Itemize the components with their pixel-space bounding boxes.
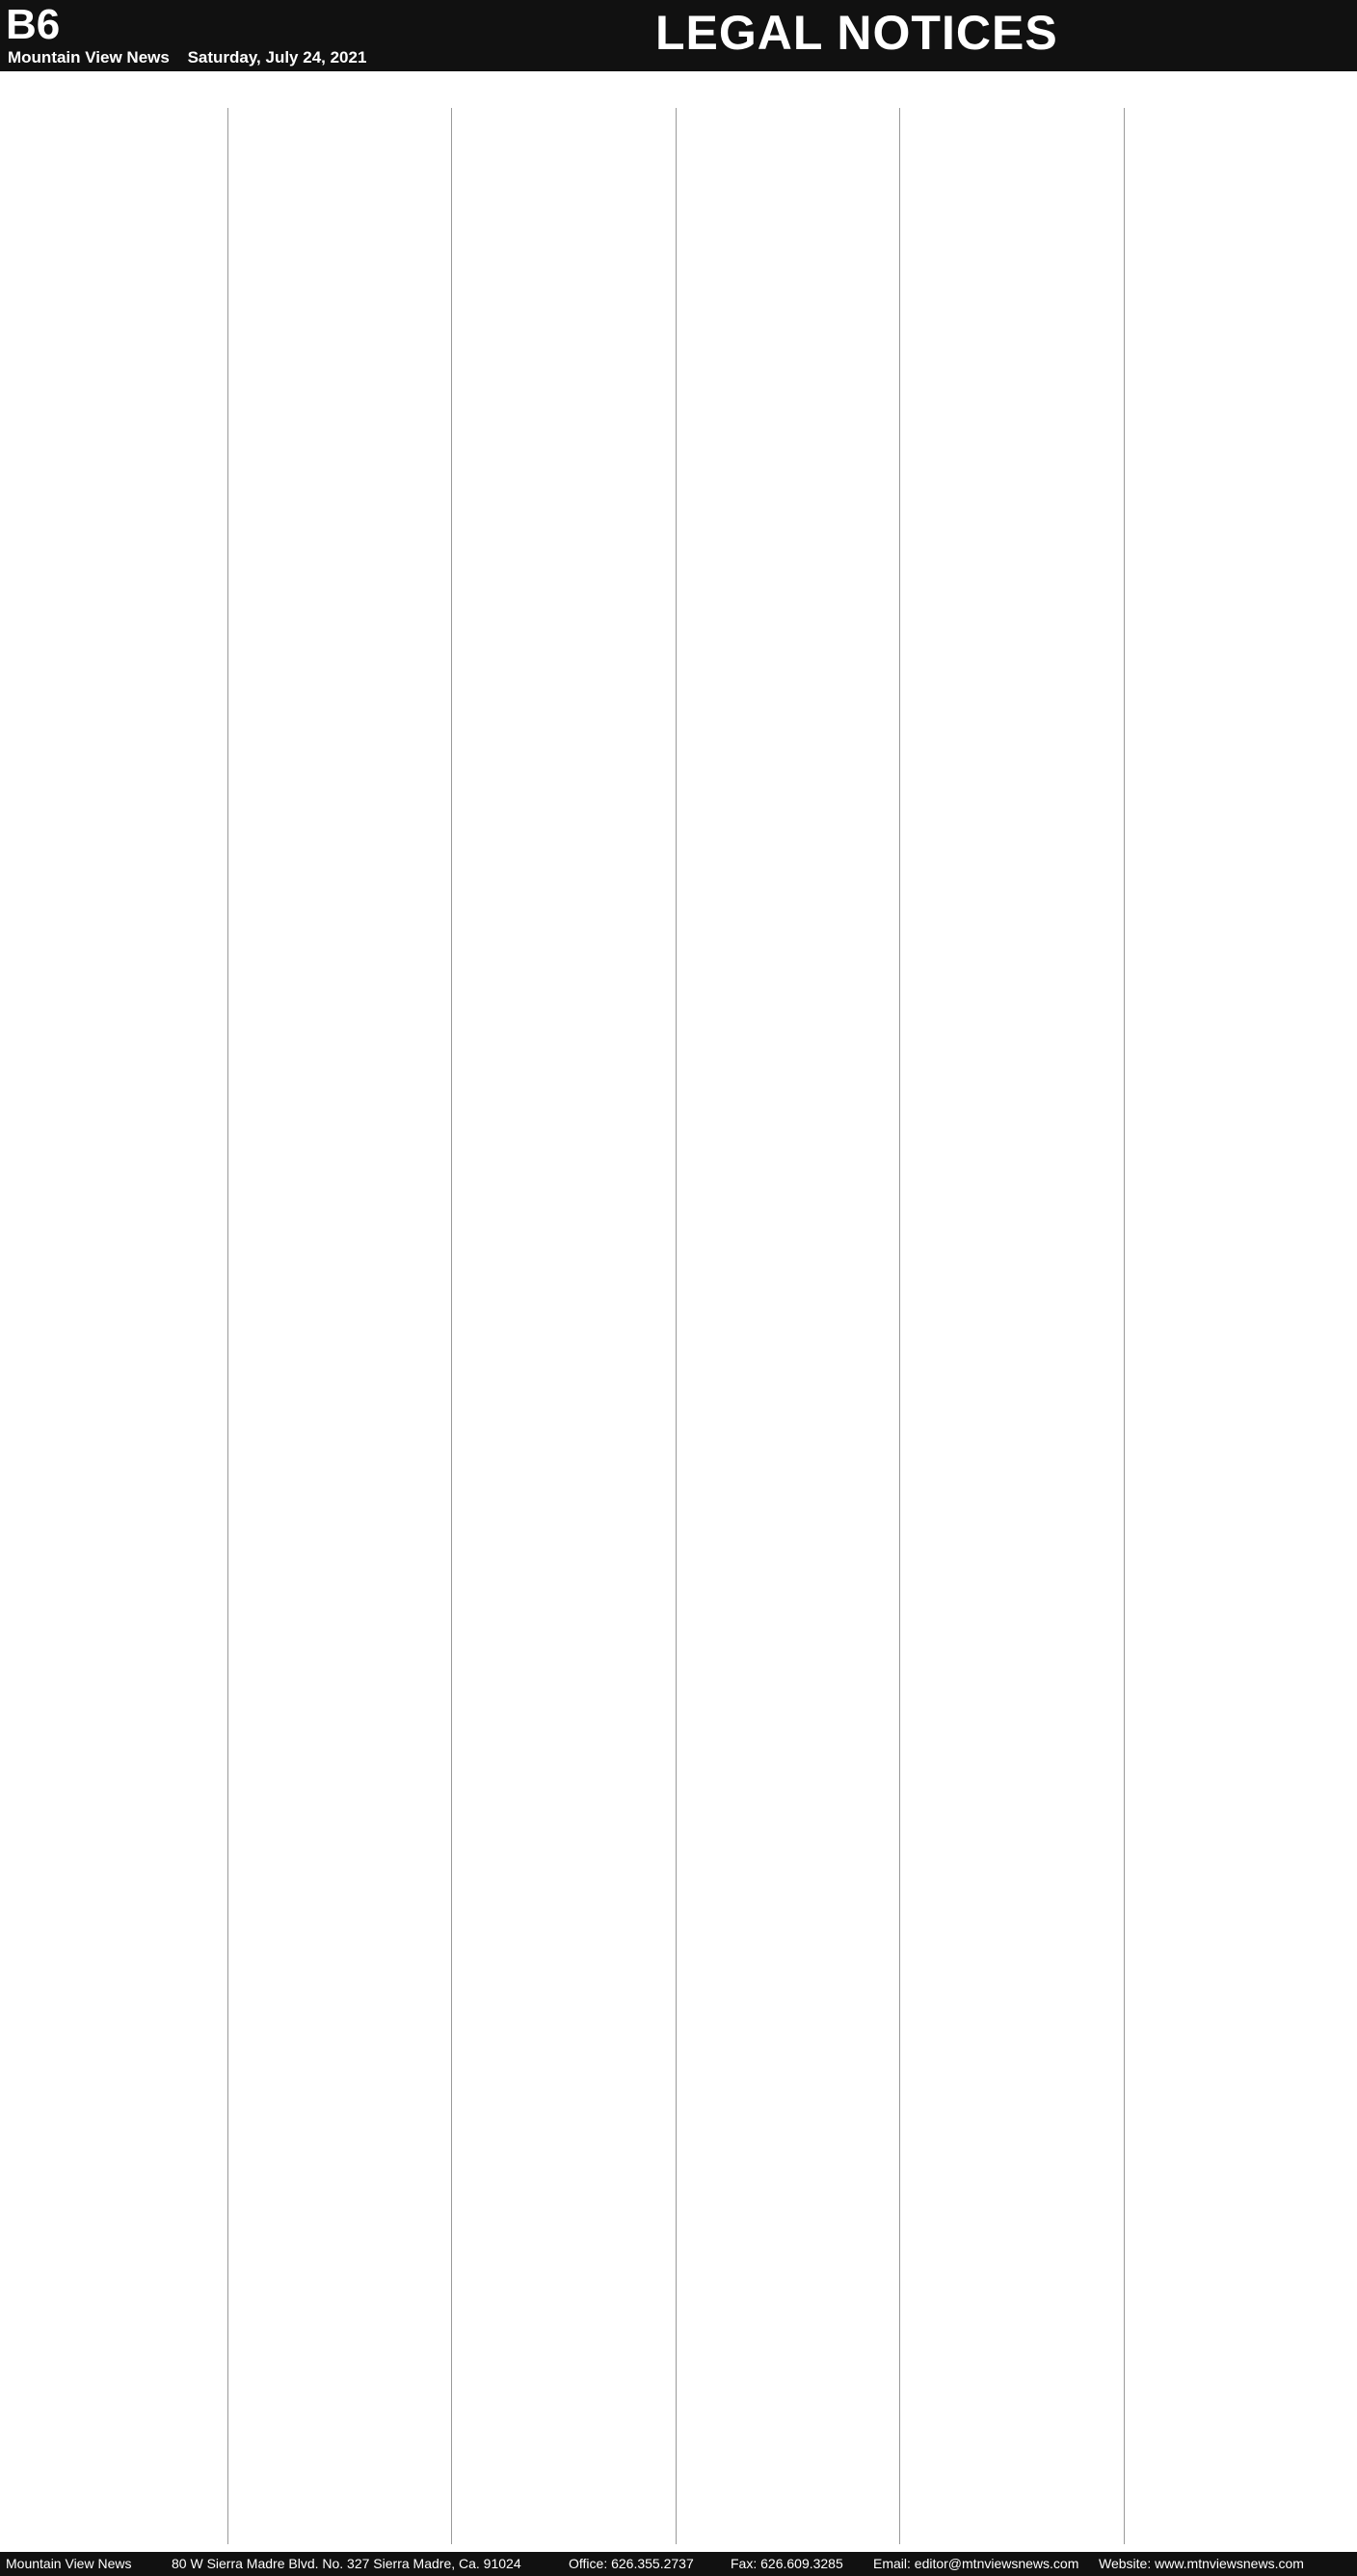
notice-column (676, 108, 900, 2544)
masthead (0, 0, 1357, 71)
section-title: LEGAL NOTICES (655, 6, 1058, 60)
footer-office-phone: Office: 626.355.2737 (569, 2556, 694, 2571)
newspaper-name: Mountain View News (8, 48, 170, 66)
notice-column (1124, 108, 1348, 2544)
footer-email: Email: editor@mtnviewsnews.com (873, 2556, 1079, 2571)
notice-columns (10, 108, 1347, 2544)
notice-column (10, 108, 227, 2544)
footer (0, 2552, 1357, 2576)
page-number: B6 (6, 1, 61, 48)
footer-newspaper-name: Mountain View News (6, 2556, 132, 2571)
footer-address: 80 W Sierra Madre Blvd. No. 327 Sierra Madre, Ca. 91024 (172, 2556, 521, 2571)
dateline (8, 48, 366, 67)
notice-column (451, 108, 676, 2544)
footer-website: Website: www.mtnviewsnews.com (1099, 2556, 1304, 2571)
notice-column (227, 108, 452, 2544)
issue-date: Saturday, July 24, 2021 (187, 48, 367, 66)
notice-column (899, 108, 1124, 2544)
footer-fax: Fax: 626.609.3285 (731, 2556, 843, 2571)
